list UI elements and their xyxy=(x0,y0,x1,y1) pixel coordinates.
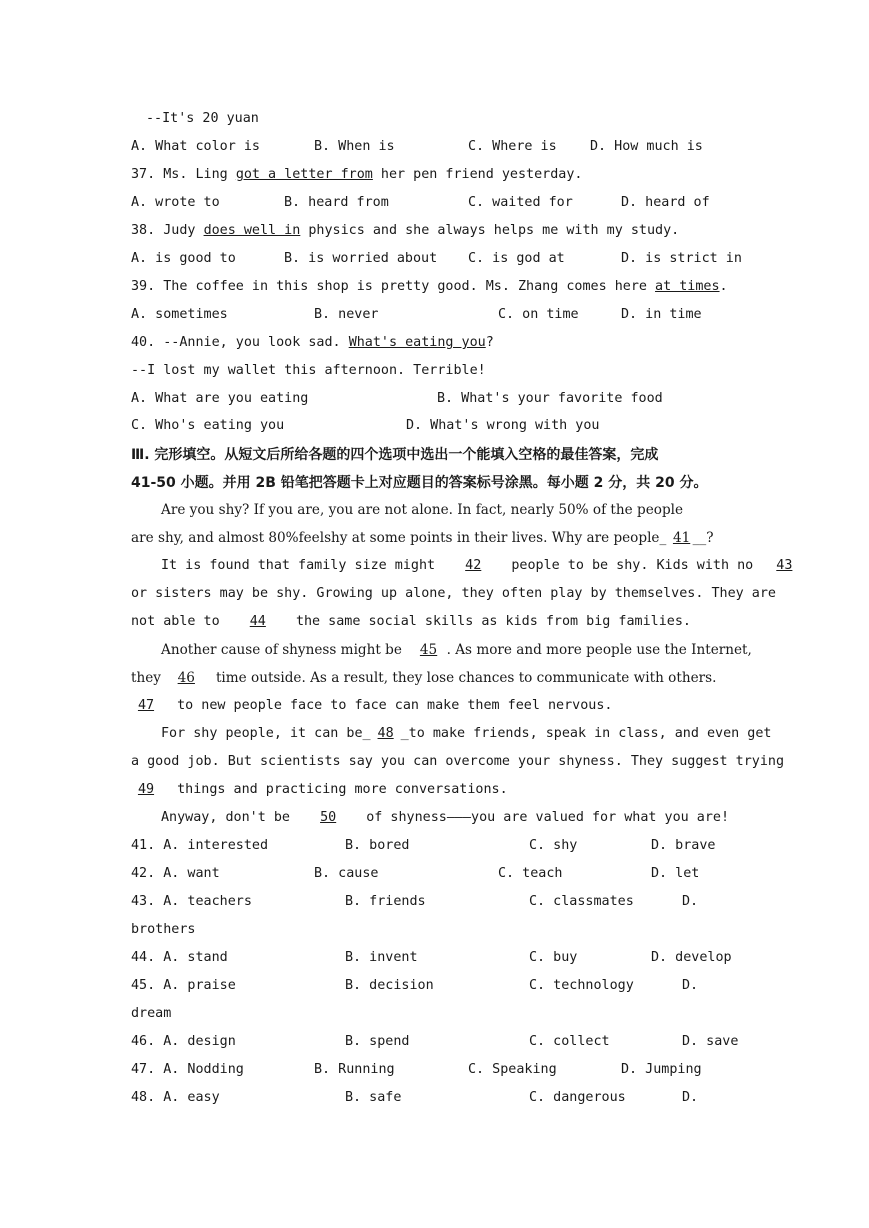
q37-underlined: got a letter from xyxy=(235,167,373,182)
q44-option-a: 44. A. stand xyxy=(131,950,228,965)
passage-p4-text-a: For shy people, it can be xyxy=(161,726,363,741)
q40-number: 40. xyxy=(131,335,156,350)
q44-option-b: B. invent xyxy=(345,950,418,965)
section-3-instruction-line-1: Ⅲ. 完形填空。从短文后所给各题的四个选项中选出一个能填入空格的最佳答案，完成 xyxy=(131,447,659,463)
q47-option-b: B. Running xyxy=(314,1062,395,1077)
blank-44: 44 xyxy=(249,614,266,629)
q38-option-a: A. is good to xyxy=(131,251,236,266)
q40-pre: --Annie, you look sad. xyxy=(163,335,349,350)
q48-option-a: 48. A. easy xyxy=(131,1090,220,1105)
q38-option-b: B. is worried about xyxy=(284,251,438,266)
passage-p4-line3 xyxy=(131,781,508,799)
q46-option-c: C. collect xyxy=(529,1034,610,1049)
passage-p5-text-a: Anyway, don't be xyxy=(161,810,290,825)
q38-pre: Judy xyxy=(163,223,204,238)
q39-stem xyxy=(131,278,728,296)
q37-post: her pen friend yesterday. xyxy=(372,167,583,182)
q40-option-c: C. Who's eating you xyxy=(131,418,285,433)
passage-p2-line3 xyxy=(131,613,691,631)
q37-option-c: C. waited for xyxy=(468,195,573,210)
q44-option-d: D. develop xyxy=(651,950,732,965)
passage-p4-text-c: things and practicing more conversations. xyxy=(177,782,508,797)
passage-p1-text: are shy, and almost 80%feelshy at some points in their lives. Why are people xyxy=(131,530,660,546)
q38-stem xyxy=(131,222,679,240)
q38-post: physics and she always helps me with my study. xyxy=(300,223,680,238)
passage-p3-line1 xyxy=(161,641,752,659)
q37-number: 37. xyxy=(131,167,156,182)
q46-option-d: D. save xyxy=(682,1034,739,1049)
passage-p1-line1: Are you shy? If you are, you are not alone. In fact, nearly 50% of the people xyxy=(161,502,684,518)
passage-p3-text-a: Another cause of shyness might be xyxy=(161,642,402,658)
passage-p4-text-b: to make friends, speak in class, and even get xyxy=(408,726,772,741)
passage-p4-line2: a good job. But scientists say you can overcome your shyness. They suggest trying xyxy=(131,754,785,769)
passage-p2-text-b: people to be shy. Kids with no xyxy=(511,558,754,573)
q46-option-a: 46. A. design xyxy=(131,1034,236,1049)
blank-45: 45 xyxy=(419,642,438,658)
q40-underlined: What's eating you xyxy=(348,335,486,350)
q43-option-b: B. friends xyxy=(345,894,426,909)
q48-option-d: D. xyxy=(682,1090,699,1105)
blank-46: 46 xyxy=(177,670,195,686)
q36-option-a: A. What color is xyxy=(131,139,260,154)
passage-p3-line2 xyxy=(131,669,716,687)
passage-p3-text-c: they xyxy=(131,670,161,686)
q38-underlined: does well in xyxy=(203,223,301,238)
q43-option-a: 43. A. teachers xyxy=(131,894,252,909)
q47-option-a: 47. A. Nodding xyxy=(131,1062,244,1077)
passage-p2-line2: or sisters may be shy. Growing up alone, they often play by themselves. They are xyxy=(131,586,776,601)
blank-42: 42 xyxy=(465,558,482,573)
passage-p2-text-a: It is found that family size might xyxy=(161,558,436,573)
passage-p3-text-d: time outside. As a result, they lose chances to communicate with others. xyxy=(215,670,717,686)
q40-option-d: D. What's wrong with you xyxy=(406,418,600,433)
q45-option-c: C. technology xyxy=(529,978,634,993)
q39-pre: The coffee in this shop is pretty good. Ms. Zhang comes here xyxy=(163,279,656,294)
q44-option-c: C. buy xyxy=(529,950,578,965)
passage-p2-text-c: not able to xyxy=(131,614,220,629)
passage-p4-line1: For shy people, it can be_ 48 _to make friends, speak in class, and even get xyxy=(161,726,772,741)
q41-option-b: B. bored xyxy=(345,838,410,853)
section-3-instruction-line-2: 41-50 小题。并用 2B 铅笔把答题卡上对应题目的答案标号涂黑。每小题 2 分，共 20 分。 xyxy=(131,475,708,491)
q48-option-b: B. safe xyxy=(345,1090,402,1105)
q47-option-d: D. Jumping xyxy=(621,1062,702,1077)
q37-option-b: B. heard from xyxy=(284,195,389,210)
q39-underlined: at times xyxy=(655,279,720,294)
q40-option-a: A. What are you eating xyxy=(131,391,309,406)
q40-reply: --I lost my wallet this afternoon. Terrible! xyxy=(131,363,486,378)
q42-option-a: 42. A. want xyxy=(131,866,220,881)
q36-answer-line: --It's 20 yuan xyxy=(146,111,259,126)
q46-option-b: B. spend xyxy=(345,1034,410,1049)
passage-p5-line1 xyxy=(161,809,729,827)
blank-41: 41 xyxy=(672,530,691,546)
q42-option-c: C. teach xyxy=(498,866,563,881)
q45-option-d: D. xyxy=(682,978,699,993)
q40-option-b: B. What's your favorite food xyxy=(437,391,663,406)
q38-option-c: C. is god at xyxy=(468,251,565,266)
q42-option-b: B. cause xyxy=(314,866,379,881)
q38-number: 38. xyxy=(131,223,156,238)
passage-p3-text-b: . As more and more people use the Internet, xyxy=(446,642,752,658)
q42-option-d: D. let xyxy=(651,866,700,881)
passage-p1-line2: are shy, and almost 80%feelshy at some points in their lives. Why are people_ 41 __? xyxy=(131,530,714,546)
q39-option-c: C. on time xyxy=(498,307,579,322)
q41-option-c: C. shy xyxy=(529,838,578,853)
blank-50: 50 xyxy=(320,810,337,825)
blank-49: 49 xyxy=(137,782,155,797)
q39-option-b: B. never xyxy=(314,307,379,322)
blank-47: 47 xyxy=(137,698,155,713)
passage-p3-line3 xyxy=(131,697,612,715)
passage-p2-line1 xyxy=(161,557,799,575)
q45-option-d-wrap: dream xyxy=(131,1006,172,1021)
passage-p5-text-b: of shyness———you are valued for what you are! xyxy=(366,810,730,825)
q43-option-d-wrap: brothers xyxy=(131,922,196,937)
q45-option-a: 45. A. praise xyxy=(131,978,236,993)
q37-option-a: A. wrote to xyxy=(131,195,220,210)
q39-option-a: A. sometimes xyxy=(131,307,228,322)
q47-option-c: C. Speaking xyxy=(468,1062,557,1077)
blank-48: 48 xyxy=(377,726,394,741)
q36-option-c: C. Where is xyxy=(468,139,557,154)
q40-post: ? xyxy=(485,335,494,350)
q39-number: 39. xyxy=(131,279,156,294)
q41-option-a: 41. A. interested xyxy=(131,838,269,853)
passage-p2-text-d: the same social skills as kids from big families. xyxy=(295,614,691,629)
q41-option-d: D. brave xyxy=(651,838,716,853)
q45-option-b: B. decision xyxy=(345,978,434,993)
q39-post: . xyxy=(719,279,728,294)
q37-stem xyxy=(131,166,582,184)
q40-stem xyxy=(131,334,494,352)
blank-43: 43 xyxy=(776,558,793,573)
q38-option-d: D. is strict in xyxy=(621,251,742,266)
q43-option-c: C. classmates xyxy=(529,894,634,909)
q43-option-d: D. xyxy=(682,894,699,909)
q39-option-d: D. in time xyxy=(621,307,702,322)
q37-option-d: D. heard of xyxy=(621,195,710,210)
q36-option-b: B. When is xyxy=(314,139,395,154)
q48-option-c: C. dangerous xyxy=(529,1090,626,1105)
q36-option-d: D. How much is xyxy=(590,139,703,154)
passage-p1-end: ? xyxy=(706,530,714,546)
q37-pre: Ms. Ling xyxy=(163,167,236,182)
passage-p3-text-e: to new people face to face can make them feel nervous. xyxy=(177,698,613,713)
